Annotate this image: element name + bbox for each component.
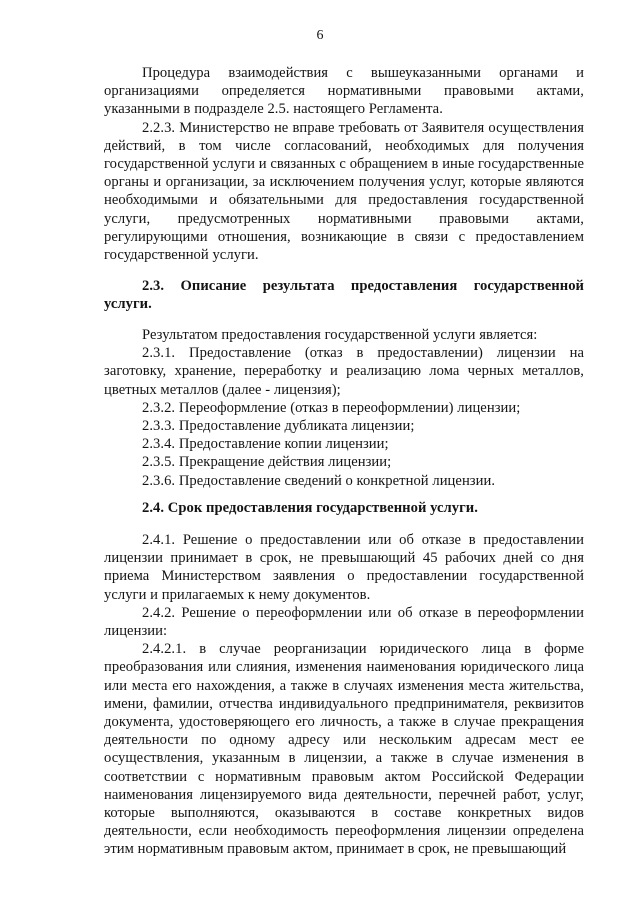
- list-item-2-3-5: 2.3.5. Прекращение действия лицензии;: [142, 454, 392, 471]
- paragraph-2-4-2-1: 2.4.2.1. в случае реорганизации юридического лица в форме преобразования или слияния, изменения наименования юридического лица или места его нахождения, а также в случаях изменения места жительства, имени, фамилии, отчества индивидуального предпринимателя, реквизитов документа, удостоверяющего его личность, а также в случае прекращения деятельности по одному адресу или нескольким адресам мест ее осуществления, указанным в лицензии, а также в случае изменения в соответствии с нормативным правовым актом Российской Федерации наименования лицензируемого вида деятельности, перечней работ, услуг, которые выполняются, оказываются в составе конкретных видов деятельности, если необходимость переоформления лицензии определена этим нормативным правовым актом, принимает в срок, не превышающий: [104, 641, 584, 858]
- section-2-4-heading: 2.4. Срок предоставления государственной услуги.: [142, 500, 478, 516]
- section-2-4: [104, 499, 584, 517]
- paragraph-2-2-3: 2.2.3. Министерство не вправе требовать от Заявителя осуществления действий, в том числе согласований, необходимых для получения государственной услуги и связанных с обращением в иные государственные органы и организации, за исключением получения услуг, которые являются необходимыми и обязательными для предоставления государственной услуги, предусмотренных нормативными правовыми актами, регулирующими отношения, возникающие в связи с предоставлением государственной услуги.: [104, 119, 584, 264]
- paragraph-2-4-1: 2.4.1. Решение о предоставлении или об отказе в предоставлении лицензии принимает в срок, не превышающий 45 рабочих дней со дня приема Министерством заявления о предоставлении государственной услуги и прилагаемых к нему документов.: [104, 532, 584, 603]
- paragraph-interaction-procedure: Процедура взаимодействия с вышеуказанными органами и организациями определяется нормативными правовыми актами, указанными в подразделе 2.5. настоящего Регламента.: [104, 65, 584, 118]
- section-2-3-intro: Результатом предоставления государственной услуги является:: [142, 327, 538, 343]
- section-2-3-heading: 2.3. Описание результата предоставления государственной услуги.: [104, 278, 584, 313]
- section-2-4-body: [104, 531, 584, 859]
- section-2-3: [104, 277, 584, 313]
- list-item-2-3-3: 2.3.3. Предоставление дубликата лицензии;: [142, 418, 415, 435]
- list-item-2-3-4: 2.3.4. Предоставление копии лицензии;: [142, 436, 389, 453]
- page-number: 6: [316, 28, 324, 43]
- list-item-2-3-1: 2.3.1. Предоставление (отказ в предоставлении) лицензии на заготовку, хранение, переработку и реализацию лома черных металлов, цветных металлов (далее - лицензия);: [104, 345, 584, 398]
- section-2-2-continuation: [104, 64, 584, 264]
- section-2-3-body: [104, 326, 584, 490]
- list-item-2-3-2: 2.3.2. Переоформление (отказ в переоформлении) лицензии;: [142, 399, 521, 416]
- list-item-2-3-6: 2.3.6. Предоставление сведений о конкретной лицензии.: [142, 472, 496, 489]
- paragraph-2-4-2: 2.4.2. Решение о переоформлении или об отказе в переоформлении лицензии:: [104, 604, 584, 640]
